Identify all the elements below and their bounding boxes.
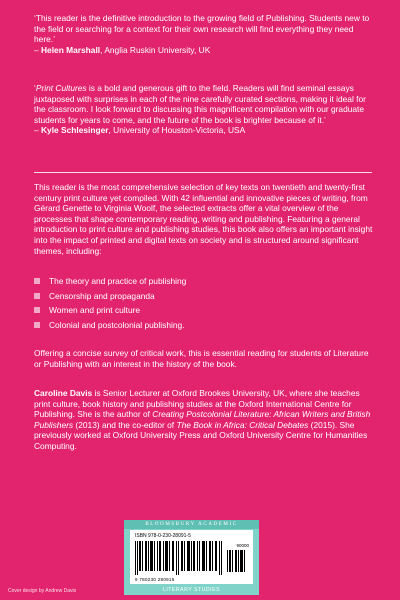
barcode-icon bbox=[135, 541, 225, 575]
divider bbox=[34, 172, 372, 173]
quote-author: Kyle Schlesinger bbox=[41, 125, 109, 136]
price-code: 90000 bbox=[236, 543, 249, 548]
list-item-label: Women and print culture bbox=[49, 305, 141, 315]
bio-book-title: The Book in Africa: Critical Debates bbox=[176, 419, 309, 430]
bio-text: (2013) and the co-editor of bbox=[73, 419, 177, 430]
list-item-label: The theory and practice of publishing bbox=[49, 276, 187, 286]
square-bullet-icon bbox=[34, 278, 40, 284]
quote-affiliation: , University of Houston-Victoria, USA bbox=[108, 125, 246, 136]
bio-book-title: Creating Postcolonial Literature: African Writers and British Publishers bbox=[34, 409, 371, 430]
square-bullet-icon bbox=[34, 322, 40, 328]
quote-attribution: – Kyle Schlesinger, University of Houston-Victoria, USA bbox=[34, 125, 246, 136]
quote-book-title: Print Cultures bbox=[35, 83, 87, 93]
author-bio bbox=[34, 388, 374, 452]
list-item bbox=[34, 291, 354, 306]
quote-author: Helen Marshall bbox=[41, 44, 101, 55]
isbn: ISBN 978-0-230-28091-5 bbox=[135, 533, 191, 539]
bio-text: (2015). She previously worked at Oxford University Press and Oxford University Centre for Humanities Computing. bbox=[34, 419, 368, 451]
list-item bbox=[34, 320, 354, 335]
barcode-digits: 9 780230 280915 bbox=[135, 577, 175, 582]
list-item bbox=[34, 276, 354, 291]
summary-paragraph: Offering a concise survey of critical work, this is essential reading for students of Literature or Publishing with an interest in the history of the book. bbox=[34, 348, 369, 369]
list-item bbox=[34, 305, 354, 320]
cover-credit: Cover design by Andrew Davis bbox=[8, 588, 77, 594]
square-bullet-icon bbox=[34, 293, 40, 299]
endorsement-quote-1 bbox=[34, 13, 372, 55]
list-item-label: Censorship and propaganda bbox=[49, 290, 155, 301]
quote-affiliation: , Anglia Ruskin University, UK bbox=[100, 44, 211, 55]
quote-attribution: – Helen Marshall, Anglia Ruskin University, UK bbox=[34, 44, 211, 55]
author-name: Caroline Davis bbox=[34, 388, 93, 398]
barcode-panel bbox=[124, 520, 259, 595]
publisher-name: BLOOMSBURY ACADEMIC bbox=[124, 520, 259, 529]
bio-text: is Senior Lecturer at Oxford Brookes University, UK, where she teaches print culture, book history and publishing studies at the Oxford International Centre for Publishing. She is the author of bbox=[34, 388, 360, 420]
price-barcode-icon bbox=[227, 550, 247, 572]
quote-text: ‘This reader is the definitive introduction to the growing field of Publishing. Students new to the field or searching for a context for their own research will find everything they need here.’ bbox=[34, 13, 370, 45]
book-description: This reader is the most comprehensive selection of key texts on twentieth and twenty-first century print culture yet compiled. With 42 influential and innovative pieces of writing, from Gérard Genette to Virginia Woolf, the selected extracts offer a vital overview of the processes that shape contemporary reading, writing and publishing. Featuring a general introduction to print culture and publishing studies, this book also offers an important insight into the impact of printed and digital texts on society and is structured around significant themes, including: bbox=[34, 182, 373, 256]
barcode-area bbox=[130, 530, 253, 584]
quote-text: ‘Print Cultures is a bold and generous gift to the field. Readers will find seminal essays juxtaposed with surprises in each of the nine carefully curated sections, making it ideal for the classroom. I look forward to discussing this magnificent compilation with our graduate students for years to come, and the future of the book is brighter because of it.’ bbox=[34, 83, 366, 125]
quote-body: is a bold and generous gift to the field. Readers will find seminal essays juxtaposed with surprises in each of the nine carefully curated sections, making it ideal for the classroom. I look forward to discussing this magnificent compilation with our graduate students for years to come, and the future of the book is brighter because of it.’ bbox=[34, 83, 366, 125]
themes-list bbox=[34, 276, 354, 334]
square-bullet-icon bbox=[34, 307, 40, 313]
endorsement-quote-2 bbox=[34, 83, 372, 136]
subject-category: LITERARY STUDIES bbox=[162, 587, 221, 593]
list-item-label: Colonial and postcolonial publishing. bbox=[49, 319, 185, 330]
